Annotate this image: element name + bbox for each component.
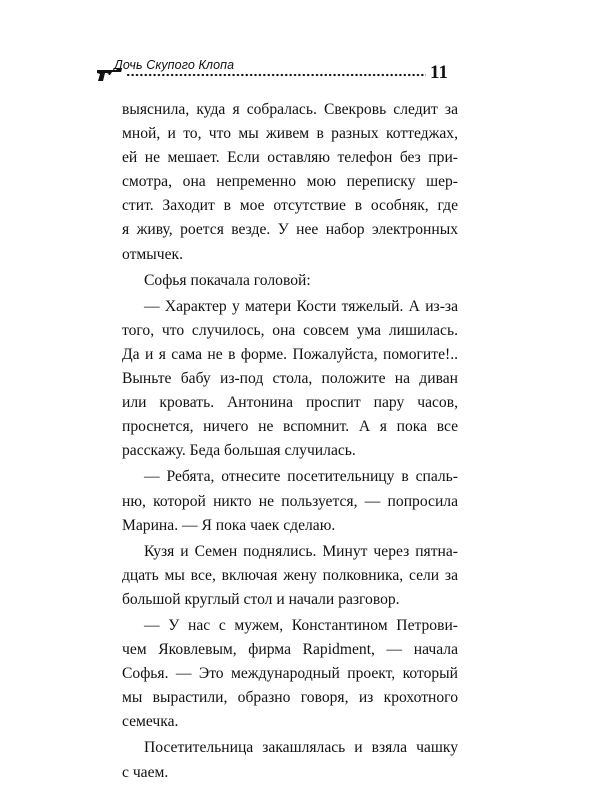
text-line-content: семечка.	[122, 713, 179, 731]
text-line-content: того, что случилось, она совсем ума лишилась.	[122, 321, 458, 339]
running-title: Дочь Скупого Клопа	[114, 58, 235, 72]
text-line	[122, 710, 458, 734]
text-line-content: или кровать. Антонина проспит пару часов,	[122, 394, 458, 412]
text-line-content: расскажу. Беда большая случилась.	[122, 442, 356, 460]
text-line	[122, 564, 458, 588]
text-line	[122, 588, 458, 612]
text-line	[122, 218, 458, 242]
text-line-content: Да и я сама не в форме. Пожалуйста, помогите!..	[122, 345, 458, 363]
text-line-content: Софья. — Это международный проект, который	[122, 665, 458, 683]
text-line-content: мы вырастили, образно говоря, из крохотного	[122, 689, 458, 707]
body-text	[122, 98, 458, 785]
text-line	[122, 243, 458, 267]
text-line-content: дцать мы все, включая жену полковника, сели за	[122, 566, 458, 584]
text-line	[122, 170, 458, 194]
text-line-content: чем Яковлевым, фирма Rapidment, — начала	[122, 641, 458, 659]
text-line	[122, 465, 458, 489]
text-line-content: ей не мешает. Если оставляю телефон без при-	[122, 149, 458, 167]
text-line	[122, 761, 458, 785]
text-line	[122, 662, 458, 686]
text-line	[122, 540, 458, 564]
page-number: 11	[430, 62, 448, 83]
text-line-content: ню, которой никто не пользуется, — попросила	[122, 492, 458, 510]
text-line	[122, 146, 458, 170]
text-line	[122, 415, 458, 439]
text-line-content: — Характер у матери Кости тяжелый. А из-за	[144, 297, 458, 315]
text-line	[122, 98, 458, 122]
text-line	[122, 686, 458, 710]
text-line	[122, 194, 458, 218]
text-line-content: я живу, роется везде. У нее набор электронных	[122, 221, 458, 239]
text-line-content: Марина. — Я пока чаек сделаю.	[122, 516, 336, 534]
text-line-content: мной, и то, что мы живем в разных коттеджах,	[122, 125, 458, 143]
text-line	[122, 122, 458, 146]
running-header	[96, 54, 456, 84]
text-line	[122, 614, 458, 638]
text-line-content: Софья покачала головой:	[144, 271, 311, 289]
text-line	[122, 295, 458, 319]
text-line-content: Кузя и Семен поднялись. Минут через пятна-	[144, 542, 458, 560]
text-line	[122, 490, 458, 514]
text-line	[122, 514, 458, 538]
text-line-content: смотра, она непременно мою переписку шер-	[122, 173, 458, 191]
text-line-content: стит. Заходит в мое отсутствие в особняк, где	[122, 197, 458, 215]
text-line	[122, 638, 458, 662]
text-line-content: с чаем.	[122, 763, 169, 781]
text-line-content: отмычек.	[122, 245, 183, 263]
text-line-content: проснется, ничего не вспомнит. А я пока все	[122, 418, 458, 436]
text-line	[122, 269, 458, 293]
dotted-leader	[126, 73, 426, 77]
text-line	[122, 439, 458, 463]
text-line	[122, 736, 458, 760]
text-line-content: Посетительница закашлялась и взяла чашку	[144, 739, 458, 757]
text-line	[122, 367, 458, 391]
text-line-content: — У нас с мужем, Константином Петрови-	[144, 616, 458, 634]
text-line	[122, 343, 458, 367]
text-line-content: большой круглый стол и начали разговор.	[122, 590, 400, 608]
text-line	[122, 319, 458, 343]
text-line	[122, 391, 458, 415]
text-line-content: Выньте бабу из-под стола, положите на диван	[122, 370, 458, 388]
text-line-content: — Ребята, отнесите посетительницу в спаль-	[144, 468, 458, 486]
text-line-content: выяснила, куда я собралась. Свекровь следит за	[122, 101, 458, 118]
